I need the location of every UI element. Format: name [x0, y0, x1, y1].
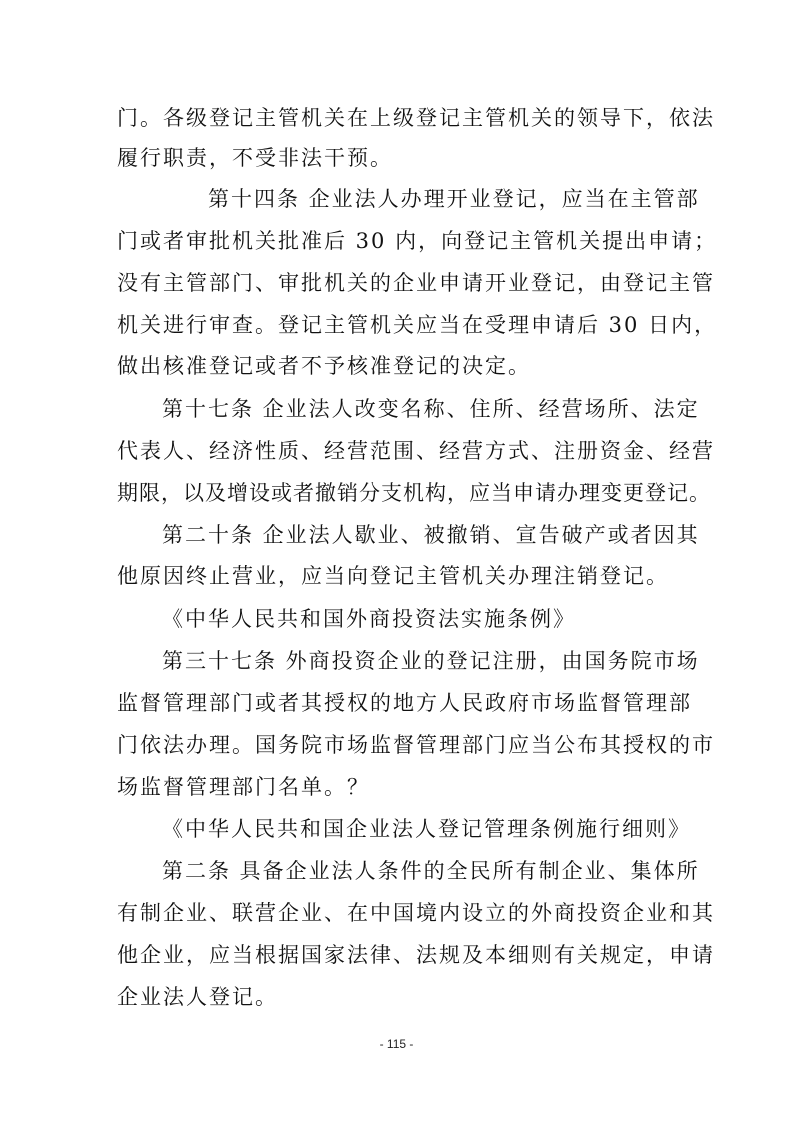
text-line: 机关进行审查。登记主管机关应当在受理申请后 30 日内，: [117, 313, 718, 337]
text-line: 门。各级登记主管机关在上级登记主管机关的领导下，依法: [117, 106, 715, 130]
text-line: 第二十条 企业法人歇业、被撤销、宣告破产或者因其: [162, 523, 700, 547]
text-line: 第十四条 企业法人办理开业登记，应当在主管部: [208, 187, 700, 211]
text-line: 履行职责，不受非法干预。: [117, 146, 393, 170]
text-line: 《中华人民共和国外商投资法实施条例》: [162, 607, 576, 631]
page-number: - 115 -: [379, 1037, 414, 1051]
text-line: 第十七条 企业法人改变名称、住所、经营场所、法定: [162, 397, 700, 421]
text-line: 第三十七条 外商投资企业的登记注册，由国务院市场: [162, 649, 700, 673]
text-line: 代表人、经济性质、经营范围、经营方式、注册资金、经营: [117, 439, 715, 463]
text-line: 门或者审批机关批准后 30 内，向登记主管机关提出申请；: [117, 229, 718, 253]
text-line: 做出核准登记或者不予核准登记的决定。: [117, 354, 531, 378]
text-line: 有制企业、联营企业、在中国境内设立的外商投资企业和其: [117, 901, 715, 925]
text-line: 企业法人登记。: [117, 985, 278, 1009]
text-line: 没有主管部门、审批机关的企业申请开业登记，由登记主管: [117, 271, 715, 295]
text-line: 他原因终止营业，应当向登记主管机关办理注销登记。: [117, 564, 669, 588]
text-line: 第二条 具备企业法人条件的全民所有制企业、集体所: [162, 859, 700, 883]
text-line: 监督管理部门或者其授权的地方人民政府市场监督管理部: [117, 691, 692, 715]
text-line: 他企业，应当根据国家法律、法规及本细则有关规定，申请: [117, 943, 715, 967]
text-line: 门依法办理。国务院市场监督管理部门应当公布其授权的市: [117, 733, 715, 757]
text-line: 场监督管理部门名单。？: [117, 775, 370, 799]
text-line: 《中华人民共和国企业法人登记管理条例施行细则》: [162, 817, 691, 841]
text-line: 期限，以及增设或者撤销分支机构，应当申请办理变更登记。: [117, 481, 711, 505]
